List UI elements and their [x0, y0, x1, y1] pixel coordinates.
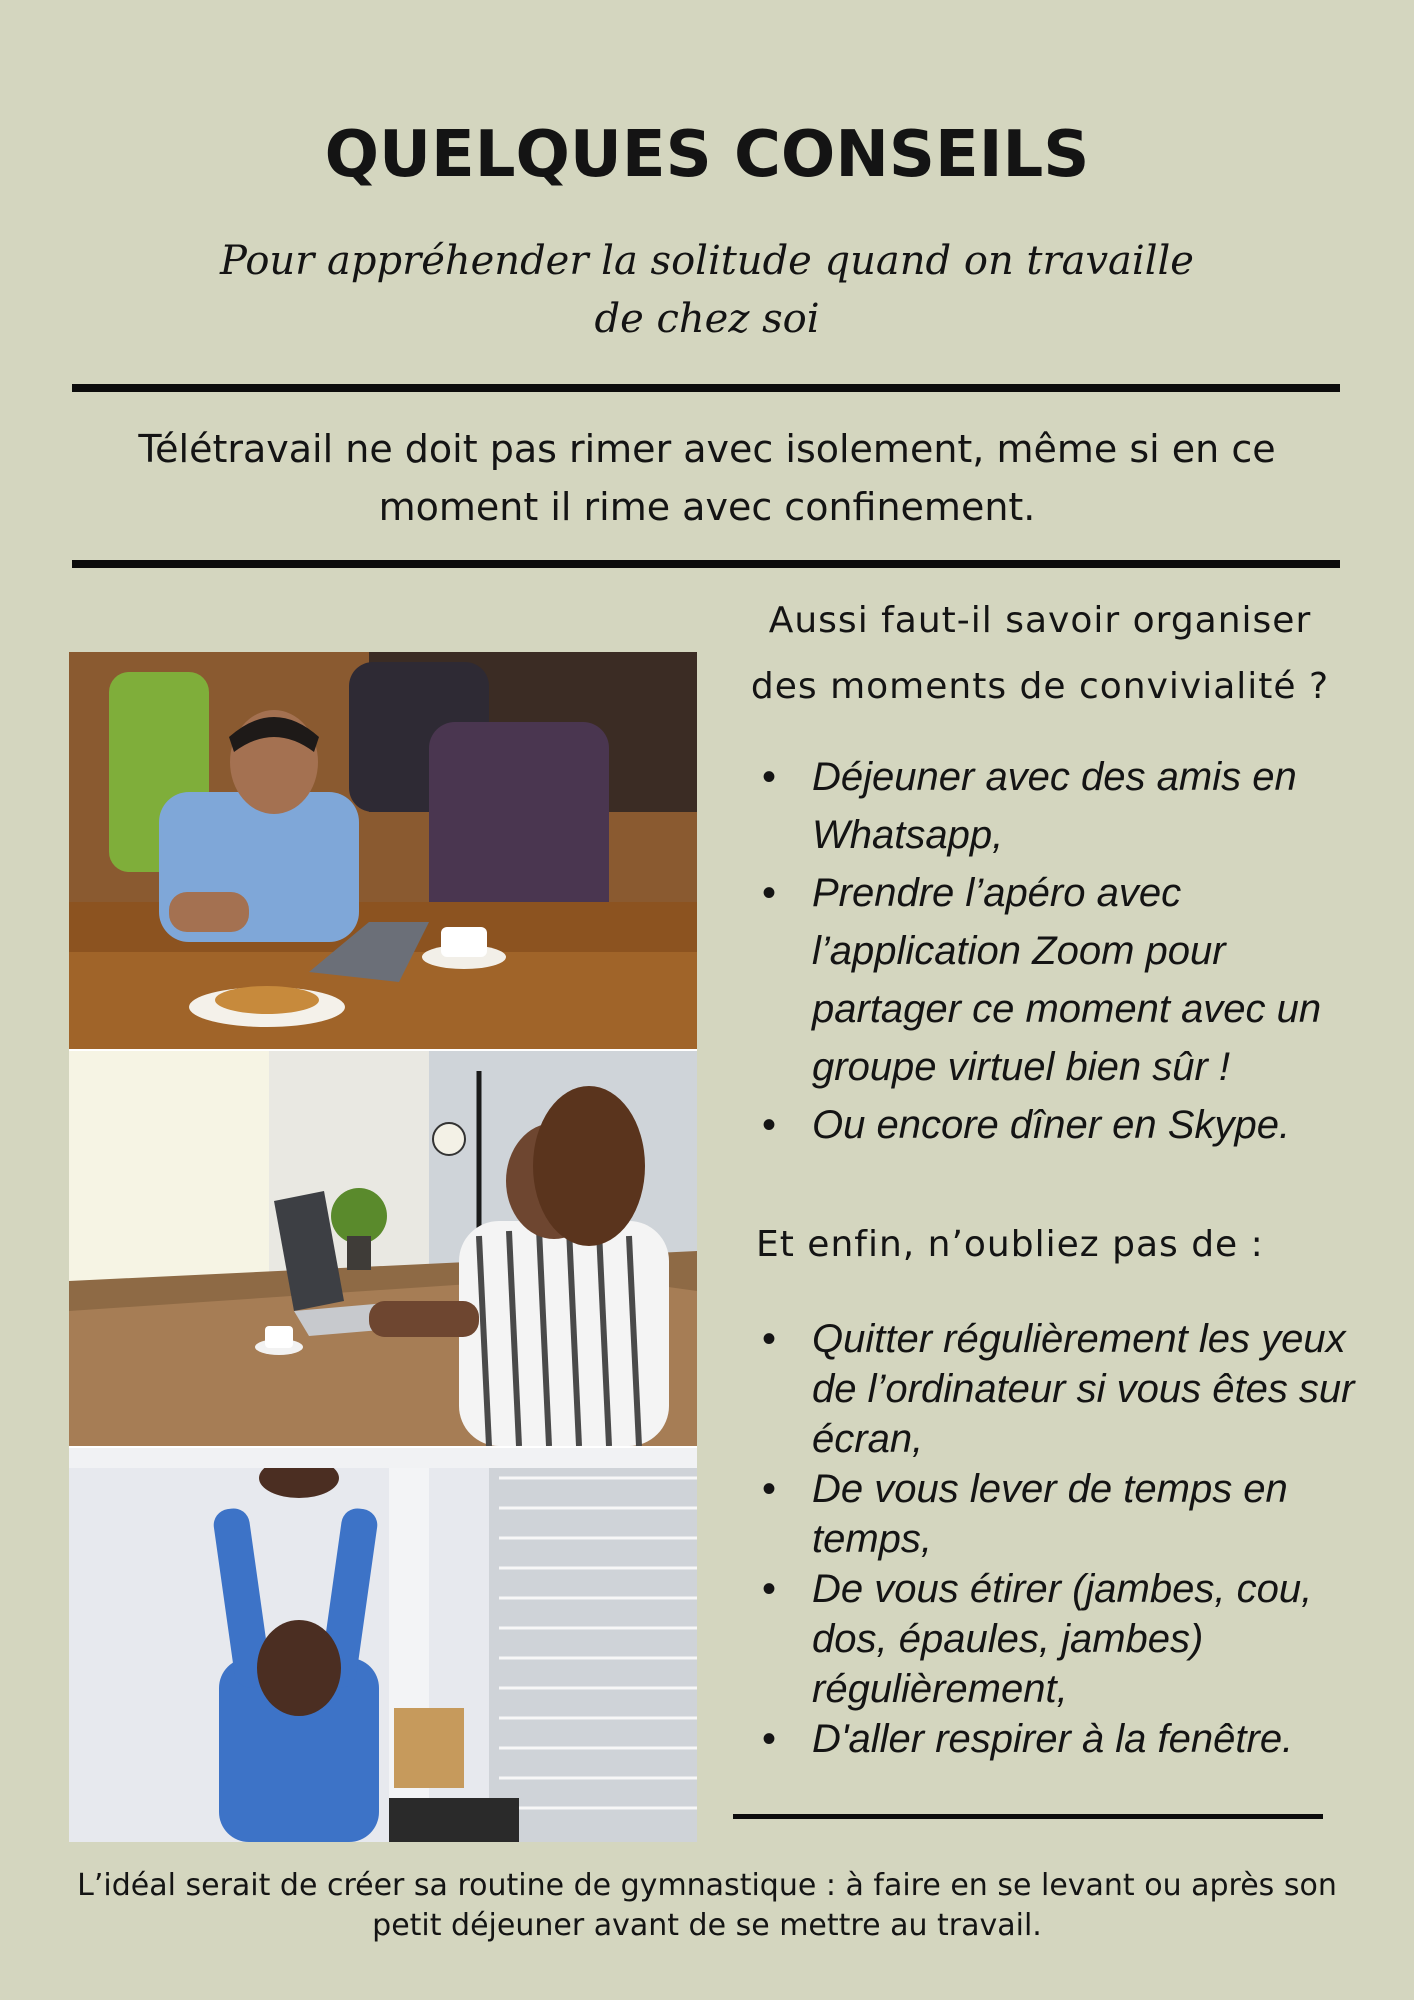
section-heading-reminders: Et enfin, n’oubliez pas de :: [756, 1224, 1264, 1265]
divider-middle: [72, 560, 1340, 568]
tips-list-reminders: [756, 1314, 1356, 1764]
lead-statement: Télétravail ne doit pas rimer avec isolement, même si en ce moment il rime avec confinement.: [138, 427, 1276, 529]
list-item: • Prendre l’apéro avec l’application Zoom pour partager ce moment avec un groupe virtuel bien sûr !: [756, 864, 1356, 1096]
list-item: • De vous lever de temps en temps,: [756, 1464, 1356, 1564]
tips-list-conviviality: [756, 748, 1356, 1154]
photo-man-stretching: [69, 1448, 697, 1842]
list-item: • D'aller respirer à la fenêtre.: [756, 1714, 1356, 1764]
list-item: • Déjeuner avec des amis en Whatsapp,: [756, 748, 1356, 864]
list-item: • Quitter régulièrement les yeux de l’ordinateur si vous êtes sur écran,: [756, 1314, 1356, 1464]
section-heading-conviviality: Aussi faut-il savoir organiser des moments de convivialité ?: [750, 600, 1330, 707]
page-title: QUELQUES CONSEILS: [324, 118, 1090, 192]
list-item: • Ou encore dîner en Skype.: [756, 1096, 1356, 1154]
footer-note: L’idéal serait de créer sa routine de gymnastique : à faire en se levant ou après son petit déjeuner avant de se mettre au travail.: [77, 1868, 1337, 1943]
photo-woman-laptop: [69, 1051, 697, 1446]
photo-collage: [69, 652, 697, 1842]
list-item: • De vous étirer (jambes, cou, dos, épaules, jambes) régulièrement,: [756, 1564, 1356, 1714]
divider-bottom: [733, 1814, 1323, 1819]
page-subtitle: Pour appréhender la solitude quand on travaille de chez soi: [220, 238, 1194, 342]
divider-top: [72, 384, 1340, 392]
photo-man-tablet-cafe: [69, 652, 697, 1049]
